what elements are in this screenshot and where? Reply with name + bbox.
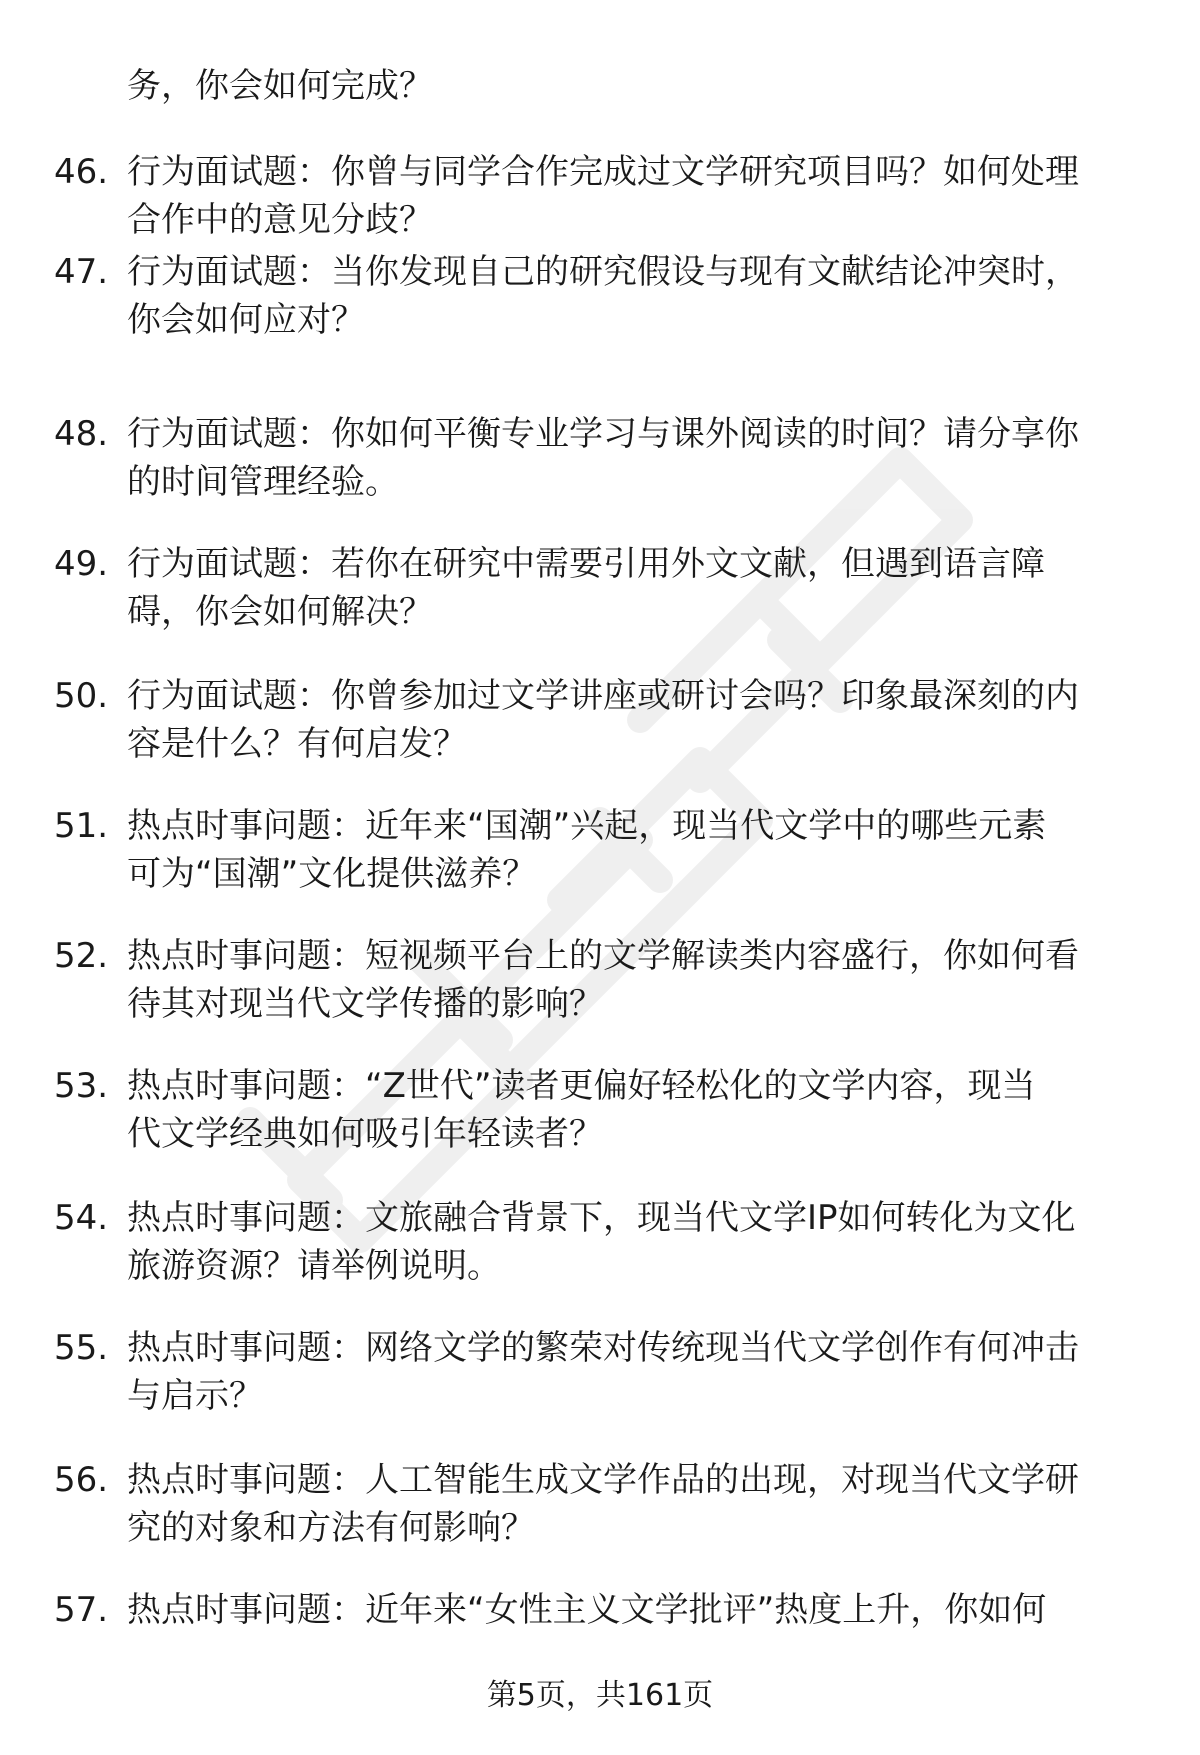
item-text-line: 行为面试题：你曾参加过文学讲座或研讨会吗？印象最深刻的内 — [127, 676, 1079, 716]
item-text-line: 行为面试题：当你发现自己的研究假设与现有文献结论冲突时， — [127, 252, 1079, 292]
item-text-line: 旅游资源？请举例说明。 — [127, 1246, 501, 1286]
item-number: 54. — [54, 1198, 109, 1238]
item-text-line: 行为面试题：你曾与同学合作完成过文学研究项目吗？如何处理 — [127, 152, 1079, 192]
item-text-line: 热点时事问题：近年来“女性主义文学批评”热度上升，你如何 — [127, 1590, 1047, 1630]
item-text-line: 的时间管理经验。 — [127, 462, 399, 502]
item-number: 50. — [54, 676, 109, 716]
item-text-line: 行为面试题：你如何平衡专业学习与课外阅读的时间？请分享你 — [127, 414, 1079, 454]
item-text-line: 可为“国潮”文化提供滋养？ — [127, 854, 537, 894]
item-text-line: 热点时事问题：网络文学的繁荣对传统现当代文学创作有何冲击 — [127, 1328, 1079, 1368]
item-text-line: 待其对现当代文学传播的影响？ — [127, 984, 603, 1024]
item-number: 57. — [54, 1590, 109, 1630]
item-number: 55. — [54, 1328, 109, 1368]
page-footer: 第5页，共161页 — [486, 1678, 714, 1713]
item-text-line: 碍，你会如何解决？ — [127, 592, 433, 632]
item-text-line: 热点时事问题：近年来“国潮”兴起，现当代文学中的哪些元素 — [127, 806, 1047, 846]
item-number: 52. — [54, 936, 109, 976]
item-text-line: 行为面试题：若你在研究中需要引用外文文献，但遇到语言障 — [127, 544, 1045, 584]
continuation-line: 务，你会如何完成？ — [127, 66, 433, 106]
item-text-line: 究的对象和方法有何影响？ — [127, 1508, 535, 1548]
item-number: 53. — [54, 1066, 109, 1106]
item-text-line: 容是什么？有何启发？ — [127, 724, 467, 764]
item-number: 48. — [54, 414, 109, 454]
item-text-line: 热点时事问题：短视频平台上的文学解读类内容盛行，你如何看 — [127, 936, 1079, 976]
item-text-line: 热点时事问题：人工智能生成文学作品的出现，对现当代文学研 — [127, 1460, 1079, 1500]
item-number: 47. — [54, 252, 109, 292]
item-text-line: 热点时事问题：文旅融合背景下，现当代文学IP如何转化为文化 — [127, 1198, 1076, 1238]
item-text-line: 你会如何应对？ — [127, 300, 365, 340]
item-text-line: 代文学经典如何吸引年轻读者？ — [127, 1114, 603, 1154]
item-text-line: 与启示？ — [127, 1376, 263, 1416]
item-number: 51. — [54, 806, 109, 846]
item-number: 49. — [54, 544, 109, 584]
item-number: 56. — [54, 1460, 109, 1500]
item-number: 46. — [54, 152, 109, 192]
item-text-line: 合作中的意见分歧？ — [127, 200, 433, 240]
item-text-line: 热点时事问题：“Z世代”读者更偏好轻松化的文学内容，现当 — [127, 1066, 1036, 1106]
